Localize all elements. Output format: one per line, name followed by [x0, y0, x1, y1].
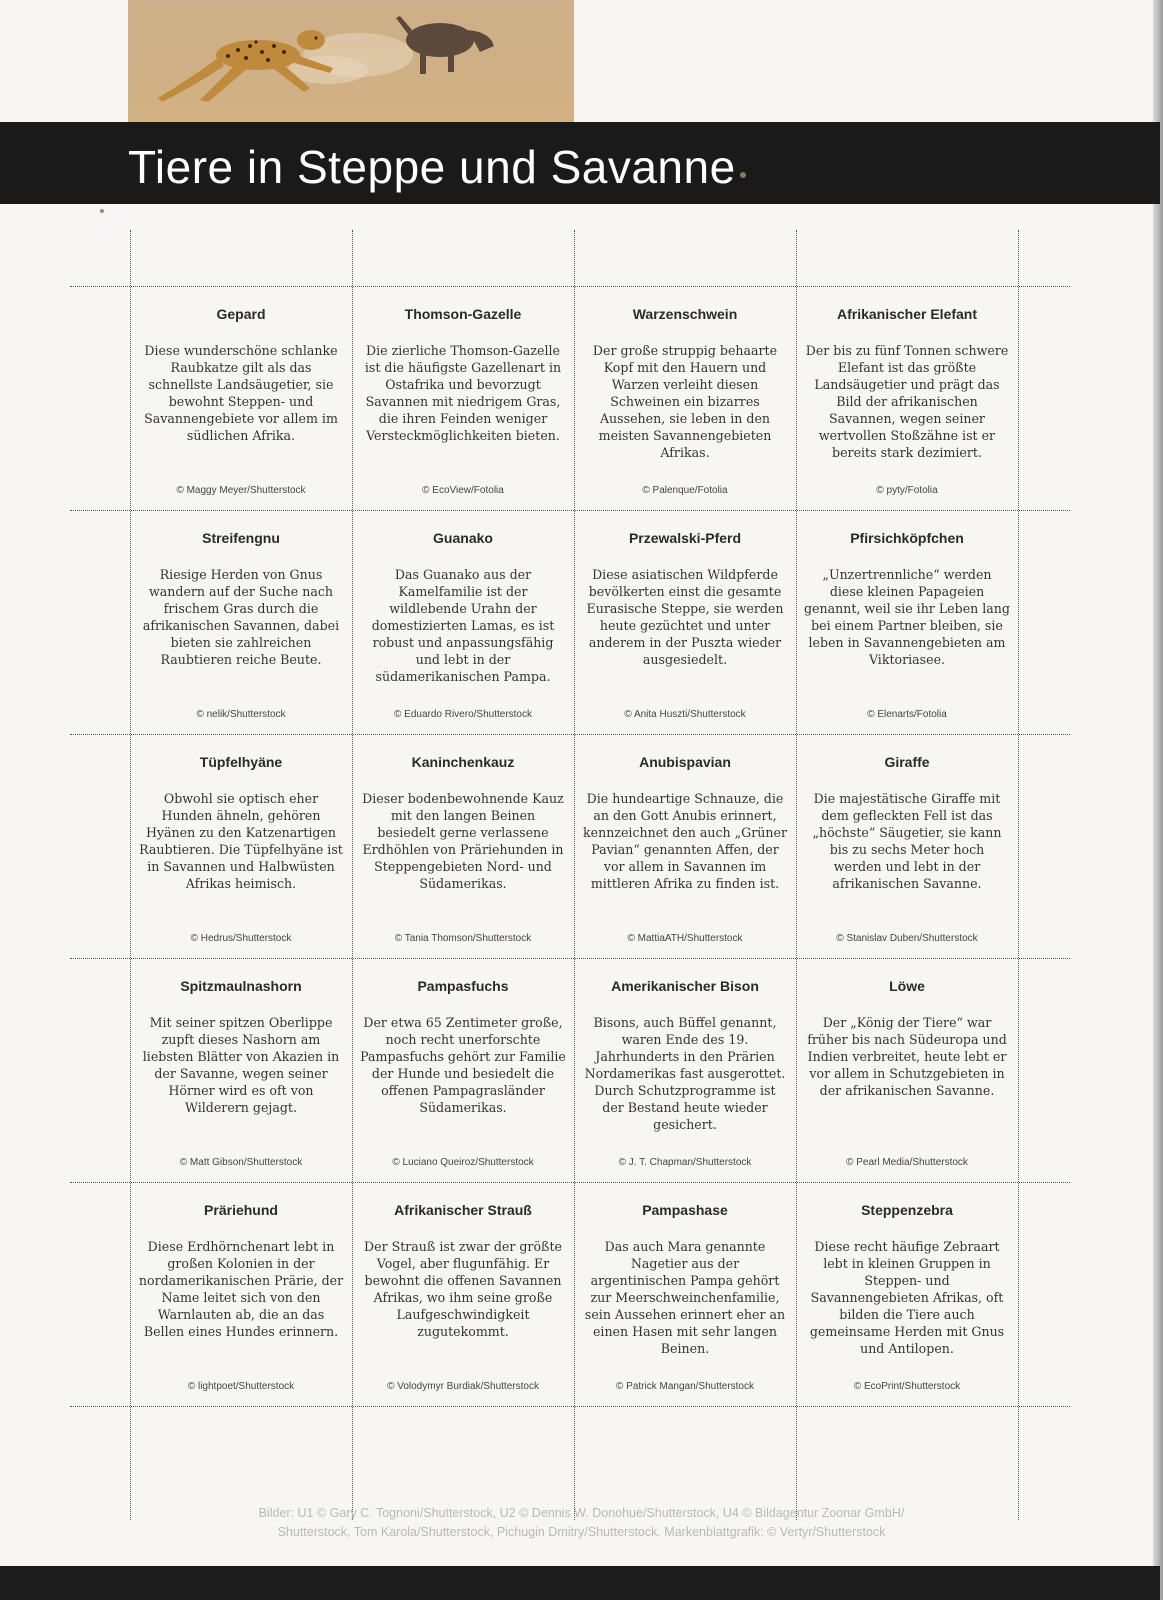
stamp-title: Afrikanischer Elefant	[836, 306, 978, 322]
photo-credit: © Volodymyr Burdiak/Shutterstock	[387, 1381, 539, 1392]
stamp-card	[574, 510, 796, 734]
stamp-title: Löwe	[889, 978, 925, 994]
photo-credit: © Patrick Mangan/Shutterstock	[616, 1381, 754, 1392]
stamp-card	[352, 1182, 574, 1406]
stamp-title: Thomson-Gazelle	[404, 306, 522, 322]
stamp-title: Pampashase	[642, 1202, 728, 1218]
perforation-vertical	[1018, 230, 1019, 1520]
stamp-text: Diese recht häufige Zebraart lebt in kleinen Gruppen in Steppen- und Savannengebieten Afrikas, oft bilden die Tiere auch gemeinsame Herden mit Gnus und Antilopen.	[809, 1239, 1005, 1356]
stamp-text: Die majestätische Giraffe mit dem gefleckten Fell ist das „höchste“ Säugetier, sie kann bis zu sechs Meter hoch werden und lebt in der afrikanischen Savanne.	[812, 791, 1002, 891]
stamp-card	[574, 286, 796, 510]
stamp-title: Pfirsichköpfchen	[850, 530, 964, 546]
stamp-text: Obwohl sie optisch eher Hunden ähneln, gehören Hyänen zu den Katzenartigen Raubtieren. Die Tüpfelhyäne ist in Savannen und Halbwüsten Afrikas heimisch.	[139, 791, 343, 891]
photo-credit: © EcoView/Fotolia	[422, 485, 504, 496]
photo-credit: © Tania Thomson/Shutterstock	[394, 933, 532, 944]
header-photo-cheetah-warthog	[128, 0, 574, 122]
stamp-title: Giraffe	[884, 754, 930, 770]
stamp-card	[130, 1182, 352, 1406]
stamp-text: Diese Erdhörnchenart lebt in großen Kolonien in der nordamerikanischen Prärie, der Name leitet sich von den Warnlauten ab, die an das Bellen eines Hundes erinnern.	[138, 1239, 344, 1339]
page-edge	[1153, 0, 1163, 1600]
photo-credit: © nelik/Shutterstock	[196, 709, 286, 720]
title-accent-dot	[740, 172, 746, 178]
stamp-card	[796, 510, 1018, 734]
photo-credit: © lightpoet/Shutterstock	[187, 1381, 295, 1392]
stamp-title: Präriehund	[204, 1202, 278, 1218]
photo-credit: © Luciano Queiroz/Shutterstock	[392, 1157, 534, 1168]
stamp-text: Mit seiner spitzen Oberlippe zupft dieses Nashorn am liebsten Blätter von Akazien in der Savanne, wegen seiner Hörner wird es oft von Wilderern gejagt.	[142, 1015, 340, 1115]
stamp-title: Steppenzebra	[861, 1202, 953, 1218]
stamp-text: Die hundeartige Schnauze, die an den Gott Anubis erinnert, kennzeichnet den auch „Grüner Pavian“ genannten Affen, der vor allem in Savannen im mittleren Afrika zu finden ist.	[583, 791, 787, 891]
photo-credit: © Pearl Media/Shutterstock	[846, 1157, 968, 1168]
stamp-text: Die zierliche Thomson-Gazelle ist die häufigste Gazellenart in Ostafrika und bevorzugt Savannen mit niedrigem Gras, die ihren Feinden weniger Versteckmöglichkeiten bieten.	[364, 343, 562, 443]
photo-credit: © pyty/Fotolia	[876, 485, 938, 496]
stamp-title: Gepard	[216, 306, 266, 322]
stamp-card	[352, 286, 574, 510]
stamp-card	[796, 286, 1018, 510]
photo-credit: © Eduardo Rivero/Shutterstock	[394, 709, 532, 720]
stamp-title: Warzenschwein	[632, 306, 738, 322]
footer-line: Shutterstock, Tom Karola/Shutterstock, Pichugin Dmitry/Shutterstock. Markenblattgrafik: © Vertyr/Shutterstock	[277, 1525, 886, 1539]
photo-credit: © Elenarts/Fotolia	[867, 709, 947, 720]
stamp-text: Bisons, auch Büffel genannt, waren Ende des 19. Jahrhunderts in den Prärien Nordamerikas fast ausgerottet. Durch Schutzprogramme ist der Bestand heute wieder gesichert.	[584, 1015, 786, 1132]
stamp-card	[130, 510, 352, 734]
stamp-card	[352, 510, 574, 734]
stamp-card	[130, 286, 352, 510]
photo-credit: © Matt Gibson/Shutterstock	[179, 1157, 303, 1168]
stamp-card	[352, 734, 574, 958]
stamp-text: Diese wunderschöne schlanke Raubkatze gilt als das schnellste Landsäugetier, sie bewohnt Steppen- und Savannengebiete vor allem im südlichen Afrika.	[144, 343, 338, 443]
perforation-horizontal	[70, 1406, 1070, 1407]
stamp-text: Dieser bodenbewohnende Kauz mit den langen Beinen besiedelt gerne verlassene Erdhöhlen von Präriehunden in Steppengebieten Nord- und Südamerikas.	[362, 791, 564, 891]
photo-credit: © Anita Huszti/Shutterstock	[624, 709, 746, 720]
stamp-text: Der bis zu fünf Tonnen schwere Elefant ist das größte Landsäugetier und prägt das Bild der afrikanischen Savannen, wegen seiner wertvollen Stoßzähne ist er bereits stark dezimiert.	[805, 343, 1009, 460]
title-bar	[0, 122, 1160, 204]
stamp-text: Der etwa 65 Zentimeter große, noch recht unerforschte Pampasfuchs gehört zur Familie der Hunde und besiedelt die offenen Pampagrasländer Südamerikas.	[360, 1015, 566, 1115]
photo-credit: © Palenque/Fotolia	[642, 485, 728, 496]
footer-line: Bilder: U1 © Gary C. Tognoni/Shutterstock, U2 © Dennis W. Donohue/Shutterstock, U4 © Bildagentur Zoonar GmbH/	[258, 1506, 905, 1520]
stamp-title: Guanako	[433, 530, 493, 546]
stamp-card	[574, 1182, 796, 1406]
bottom-bar	[0, 1566, 1160, 1600]
stamp-card	[796, 958, 1018, 1182]
stamp-text: Riesige Herden von Gnus wandern auf der Suche nach frischem Gras durch die afrikanischen Savannen, dabei bieten sie zahlreichen Raubtieren reiche Beute.	[142, 567, 340, 667]
image-credits-footer	[0, 1504, 1163, 1542]
stamp-title: Streifengnu	[202, 530, 280, 546]
stamp-card	[130, 958, 352, 1182]
photo-credit: © Hedrus/Shutterstock	[190, 933, 292, 944]
stamp-card	[352, 958, 574, 1182]
photo-credit: © Stanislav Duben/Shutterstock	[836, 933, 978, 944]
stamp-text: Das auch Mara genannte Nagetier aus der argentinischen Pampa gehört zur Meerschweinchenfamilie, sein Aussehen erinnert eher an einen Hasen mit sehr langen Beinen.	[584, 1239, 786, 1356]
stamp-title: Kaninchenkauz	[411, 754, 515, 770]
stamp-card	[796, 1182, 1018, 1406]
photo-credit: © MattiaATH/Shutterstock	[627, 933, 743, 944]
stamp-text: Der „König der Tiere“ war früher bis nach Südeuropa und Indien verbreitet, heute lebt er vor allem in Schutzgebieten in der afrikanischen Savanne.	[807, 1015, 1007, 1098]
stamp-text: Der große struppig behaarte Kopf mit den Hauern und Warzen verleiht diesen Schweinen ein bizarres Aussehen, sie leben in den meisten Savannengebieten Afrikas.	[592, 343, 778, 460]
stamp-text: Das Guanako aus der Kamelfamilie ist der wildlebende Urahn der domestizierten Lamas, es ist robust und anpassungsfähig und lebt in der südamerikanischen Pampa.	[371, 567, 555, 684]
stamp-title: Amerikanischer Bison	[611, 978, 759, 994]
decorative-dot	[100, 209, 104, 213]
stamp-card	[130, 734, 352, 958]
stamp-title: Anubispavian	[639, 754, 731, 770]
stamp-text: Der Strauß ist zwar der größte Vogel, aber flugunfähig. Er bewohnt die offenen Savannen Afrikas, wo ihm seine große Laufgeschwindigkeit zugutekommt.	[364, 1239, 562, 1339]
stamp-card	[574, 958, 796, 1182]
stamp-title: Pampasfuchs	[417, 978, 509, 994]
page-title: Tiere in Steppe und Savanne	[128, 141, 736, 193]
photo-credit: © J. T. Chapman/Shutterstock	[618, 1157, 752, 1168]
photo-credit: © EcoPrint/Shutterstock	[853, 1381, 961, 1392]
photo-credit: © Maggy Meyer/Shutterstock	[176, 485, 306, 496]
stamp-title: Afrikanischer Strauß	[394, 1202, 532, 1218]
stamp-title: Tüpfelhyäne	[199, 754, 283, 770]
stamp-text: Diese asiatischen Wildpferde bevölkerten einst die gesamte Eurasische Steppe, sie werden heute gezüchtet und unter anderem in der Puszta wieder ausgesiedelt.	[586, 567, 784, 667]
stamp-title: Przewalski-Pferd	[628, 530, 742, 546]
stamp-title: Spitzmaulnashorn	[180, 978, 302, 994]
stamp-card	[574, 734, 796, 958]
stamp-text: „Unzertrennliche“ werden diese kleinen Papageien genannt, weil sie ihr Leben lang bei einem Partner bleiben, sie leben in Savannengebieten am Viktoriasee.	[804, 567, 1010, 667]
stamp-card	[796, 734, 1018, 958]
